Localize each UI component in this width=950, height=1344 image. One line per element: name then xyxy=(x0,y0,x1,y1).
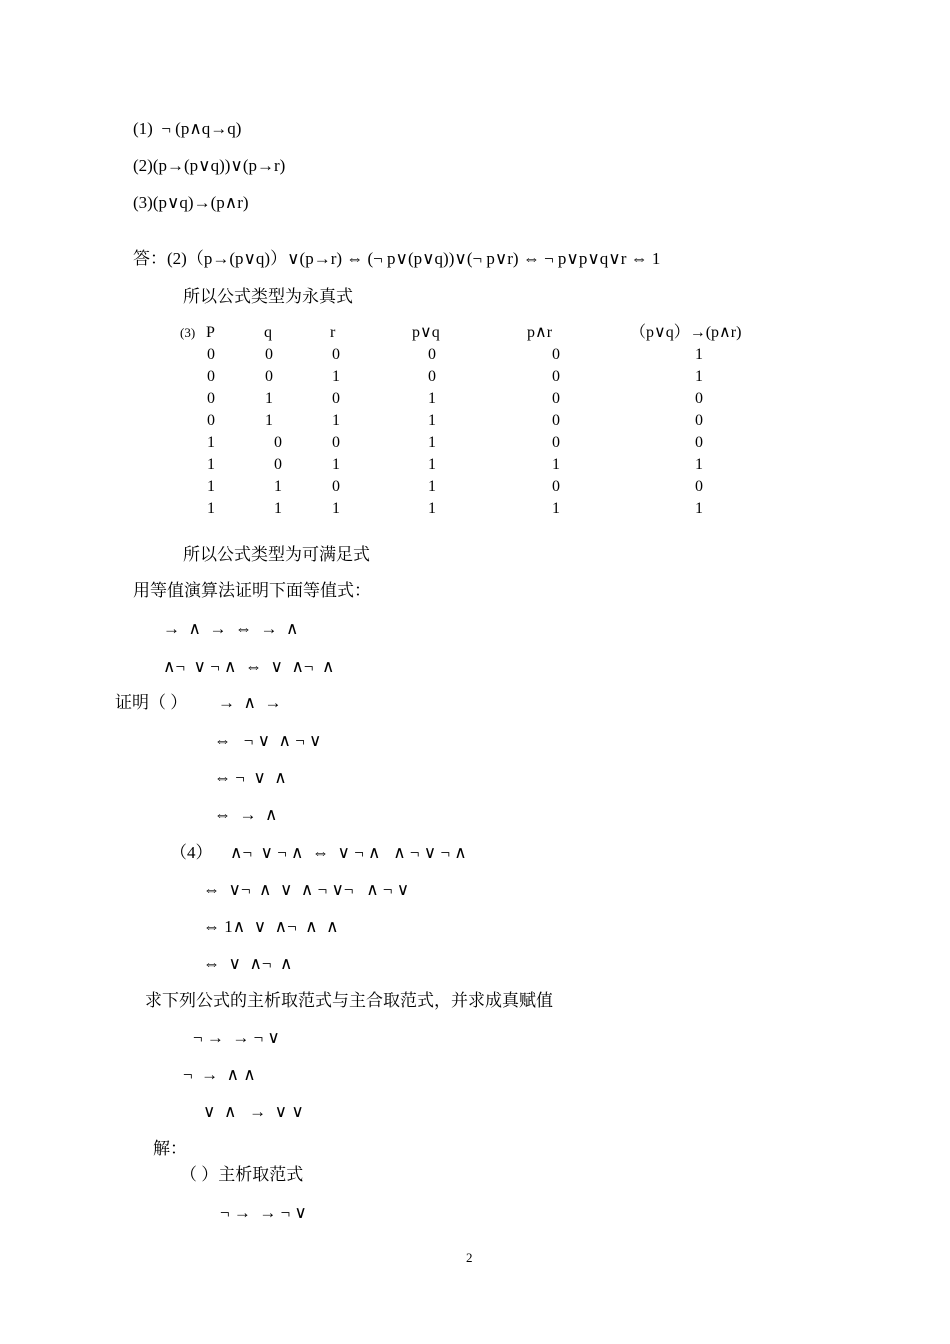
cell: 1 xyxy=(428,500,436,517)
cell: 1 xyxy=(552,500,560,517)
header-q: q xyxy=(264,324,272,341)
cell: 1 xyxy=(274,478,282,495)
header-implication: （p∨q）→(p∧r) xyxy=(630,324,742,341)
table-label: (3) xyxy=(180,325,196,340)
cell: 1 xyxy=(207,434,215,451)
cell: 1 xyxy=(332,500,340,517)
cell: 0 xyxy=(552,346,560,363)
cell: 1 xyxy=(332,368,340,385)
cell: 0 xyxy=(207,390,215,407)
cell: 1 xyxy=(428,478,436,495)
cell: 1 xyxy=(695,346,703,363)
header-p-and-r: p∧r xyxy=(527,324,553,341)
cell: 1 xyxy=(428,434,436,451)
cell: 0 xyxy=(274,434,282,451)
cell: 0 xyxy=(695,412,703,429)
cell: 1 xyxy=(695,368,703,385)
proof-4-label: （4） xyxy=(170,843,213,862)
cell: 0 xyxy=(332,478,340,495)
part1-formula: ¬ → → ¬ ∨ xyxy=(220,1203,307,1222)
header-r: r xyxy=(330,324,336,341)
cell: 0 xyxy=(552,368,560,385)
formula-2: ¬ → ∧ ∧ xyxy=(183,1065,256,1084)
cell: 0 xyxy=(265,346,273,363)
section2-title: 用等值演算法证明下面等值式： xyxy=(133,581,371,600)
cell: 0 xyxy=(332,390,340,407)
proof-first-line: → ∧ → xyxy=(218,693,282,712)
cell: 0 xyxy=(552,412,560,429)
formula-3: ∨ ∧ → ∨ ∨ xyxy=(203,1102,304,1121)
cell: 1 xyxy=(332,456,340,473)
solution-label: 解： xyxy=(153,1139,187,1158)
cell: 1 xyxy=(552,456,560,473)
cell: 1 xyxy=(428,456,436,473)
cell: 1 xyxy=(207,478,215,495)
cell: 0 xyxy=(552,478,560,495)
proof-step-1: ⇔ ¬ ∨ ∧ ¬ ∨ xyxy=(214,731,322,750)
equivalence-1: → ∧ → ⇔ → ∧ xyxy=(163,619,299,638)
cell: 0 xyxy=(428,346,436,363)
cell: 1 xyxy=(332,412,340,429)
conclusion-tautology: 所以公式类型为永真式 xyxy=(183,287,353,306)
part1-label: （ ）主析取范式 xyxy=(180,1165,304,1184)
cell: 1 xyxy=(428,390,436,407)
cell: 0 xyxy=(695,434,703,451)
cell: 0 xyxy=(695,478,703,495)
proof-4-step-3: ⇔ ∨ ∧¬ ∧ xyxy=(203,954,293,973)
cell: 1 xyxy=(695,500,703,517)
cell: 0 xyxy=(552,390,560,407)
conclusion-satisfiable: 所以公式类型为可满足式 xyxy=(183,545,370,564)
cell: 0 xyxy=(207,412,215,429)
cell: 1 xyxy=(428,412,436,429)
problem-3: (3)(p∨q)→(p∧r) xyxy=(133,193,249,212)
formula-1: ¬ → → ¬ ∨ xyxy=(193,1028,280,1047)
problem-1: (1) ¬ (p∧q→q) xyxy=(133,119,242,138)
section3-title: 求下列公式的主析取范式与主合取范式，并求成真赋值 xyxy=(145,991,553,1010)
equivalence-2: ∧¬ ∨ ¬ ∧ ⇔ ∨ ∧¬ ∧ xyxy=(163,657,335,676)
cell: 0 xyxy=(552,434,560,451)
proof-4-first-line: ∧¬ ∨ ¬ ∧ ⇔ ∨ ¬ ∧ ∧ ¬ ∨ ¬ ∧ xyxy=(230,843,467,862)
cell: 1 xyxy=(695,456,703,473)
cell: 0 xyxy=(207,346,215,363)
answer-line: 答：(2)（p→(p∨q)）∨(p→r) ⇔ (¬ p∨(p∨q))∨(¬ p∨r) ⇔ ¬ p∨p∨q∨r ⇔ 1 xyxy=(133,249,661,268)
cell: 0 xyxy=(265,368,273,385)
cell: 0 xyxy=(332,346,340,363)
page-number: 2 xyxy=(466,1250,473,1265)
proof-step-3: ⇔ → ∧ xyxy=(214,805,278,824)
cell: 0 xyxy=(274,456,282,473)
cell: 1 xyxy=(207,500,215,517)
proof-step-2: ⇔ ¬ ∨ ∧ xyxy=(214,768,287,787)
cell: 1 xyxy=(207,456,215,473)
cell: 0 xyxy=(428,368,436,385)
problem-2: (2)(p→(p∨q))∨(p→r) xyxy=(133,156,286,175)
proof-label: 证明（ ） xyxy=(115,693,188,712)
proof-4-step-2: ⇔ 1∧ ∨ ∧¬ ∧ ∧ xyxy=(203,917,339,936)
header-p-or-q: p∨q xyxy=(412,324,440,341)
header-p: P xyxy=(206,324,215,341)
cell: 1 xyxy=(265,390,273,407)
cell: 0 xyxy=(695,390,703,407)
cell: 1 xyxy=(274,500,282,517)
cell: 1 xyxy=(265,412,273,429)
cell: 0 xyxy=(332,434,340,451)
cell: 0 xyxy=(207,368,215,385)
proof-4-step-1: ⇔ ∨¬ ∧ ∨ ∧ ¬ ∨¬ ∧ ¬ ∨ xyxy=(203,880,410,899)
